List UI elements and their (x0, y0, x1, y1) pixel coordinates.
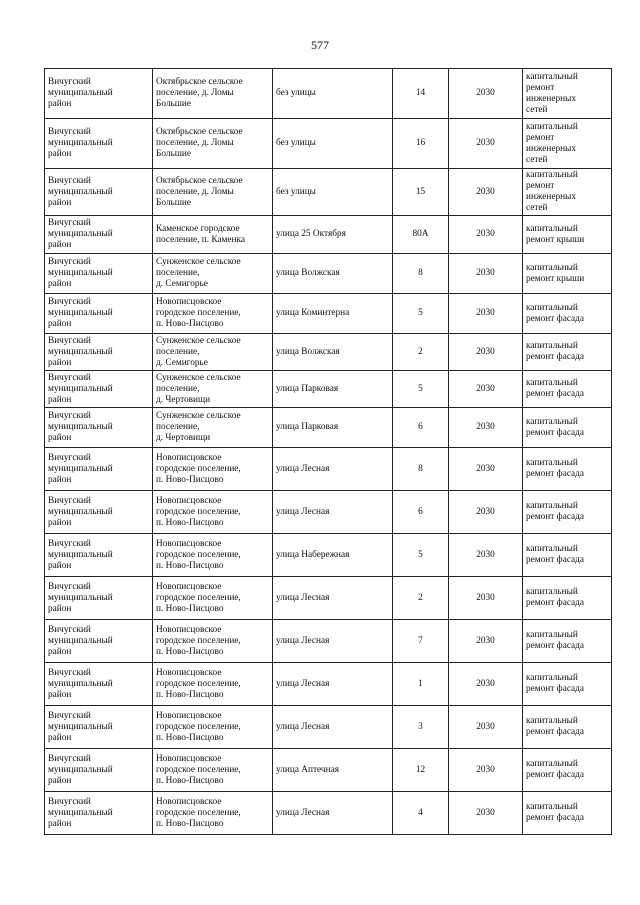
house-number-cell: 4 (393, 792, 449, 835)
table-row (45, 749, 612, 792)
year-cell: 2030 (449, 216, 523, 254)
table-body (45, 69, 612, 835)
street-cell: улица Волжская (273, 254, 393, 294)
district-cell: Вичугский муниципальный район (45, 448, 153, 491)
table-row (45, 706, 612, 749)
year-cell: 2030 (449, 534, 523, 577)
table-row (45, 534, 612, 577)
settlement-cell: Сунженское сельское поселение, д. Чертовищи (153, 371, 273, 408)
street-cell: улица Коминтерна (273, 294, 393, 334)
table-row (45, 620, 612, 663)
street-cell: улица Аптечная (273, 749, 393, 792)
table-row (45, 254, 612, 294)
settlement-cell: Новописцовское городское поселение, п. Ново-Писцово (153, 663, 273, 706)
work-type-cell: капитальный ремонт фасада (523, 792, 612, 835)
house-number-cell: 5 (393, 294, 449, 334)
table-row (45, 119, 612, 169)
house-number-cell: 16 (393, 119, 449, 169)
street-cell: улица Лесная (273, 706, 393, 749)
house-number-cell: 3 (393, 706, 449, 749)
year-cell: 2030 (449, 448, 523, 491)
settlement-cell: Новописцовское городское поселение, п. Ново-Писцово (153, 491, 273, 534)
work-type-cell: капитальный ремонт фасада (523, 491, 612, 534)
district-cell: Вичугский муниципальный район (45, 620, 153, 663)
settlement-cell: Новописцовское городское поселение, п. Ново-Писцово (153, 706, 273, 749)
house-number-cell: 2 (393, 577, 449, 620)
house-number-cell: 15 (393, 169, 449, 216)
house-number-cell: 1 (393, 663, 449, 706)
work-type-cell: капитальный ремонт крыши (523, 216, 612, 254)
district-cell: Вичугский муниципальный район (45, 254, 153, 294)
year-cell: 2030 (449, 577, 523, 620)
work-type-cell: капитальный ремонт инженерных сетей (523, 119, 612, 169)
settlement-cell: Новописцовское городское поселение, п. Ново-Писцово (153, 792, 273, 835)
year-cell: 2030 (449, 294, 523, 334)
street-cell: улица Лесная (273, 792, 393, 835)
table-row (45, 334, 612, 371)
table-row (45, 663, 612, 706)
district-cell: Вичугский муниципальный район (45, 706, 153, 749)
district-cell: Вичугский муниципальный район (45, 534, 153, 577)
year-cell: 2030 (449, 371, 523, 408)
settlement-cell: Новописцовское городское поселение, п. Ново-Писцово (153, 448, 273, 491)
street-cell: улица Парковая (273, 371, 393, 408)
year-cell: 2030 (449, 491, 523, 534)
settlement-cell: Новописцовское городское поселение, п. Ново-Писцово (153, 620, 273, 663)
year-cell: 2030 (449, 69, 523, 119)
street-cell: улица Парковая (273, 408, 393, 448)
district-cell: Вичугский муниципальный район (45, 577, 153, 620)
work-type-cell: капитальный ремонт фасада (523, 577, 612, 620)
table-row (45, 294, 612, 334)
work-type-cell: капитальный ремонт фасада (523, 534, 612, 577)
settlement-cell: Сунженское сельское поселение, д. Семигорье (153, 334, 273, 371)
street-cell: улица Лесная (273, 620, 393, 663)
house-number-cell: 7 (393, 620, 449, 663)
street-cell: улица Набережная (273, 534, 393, 577)
work-type-cell: капитальный ремонт фасада (523, 371, 612, 408)
house-number-cell: 5 (393, 371, 449, 408)
settlement-cell: Новописцовское городское поселение, п. Ново-Писцово (153, 577, 273, 620)
district-cell: Вичугский муниципальный район (45, 749, 153, 792)
year-cell: 2030 (449, 663, 523, 706)
house-number-cell: 8 (393, 254, 449, 294)
district-cell: Вичугский муниципальный район (45, 69, 153, 119)
district-cell: Вичугский муниципальный район (45, 169, 153, 216)
house-number-cell: 80А (393, 216, 449, 254)
district-cell: Вичугский муниципальный район (45, 663, 153, 706)
district-cell: Вичугский муниципальный район (45, 216, 153, 254)
page-number: 577 (311, 38, 329, 52)
year-cell: 2030 (449, 408, 523, 448)
district-cell: Вичугский муниципальный район (45, 371, 153, 408)
street-cell: улица Лесная (273, 663, 393, 706)
work-type-cell: капитальный ремонт крыши (523, 254, 612, 294)
work-type-cell: капитальный ремонт инженерных сетей (523, 169, 612, 216)
district-cell: Вичугский муниципальный район (45, 294, 153, 334)
work-type-cell: капитальный ремонт фасада (523, 620, 612, 663)
house-number-cell: 12 (393, 749, 449, 792)
house-number-cell: 6 (393, 408, 449, 448)
street-cell: без улицы (273, 69, 393, 119)
repair-schedule-table (44, 68, 612, 835)
work-type-cell: капитальный ремонт фасада (523, 294, 612, 334)
year-cell: 2030 (449, 749, 523, 792)
settlement-cell: Октябрьское сельское поселение, д. Ломы Большие (153, 119, 273, 169)
work-type-cell: капитальный ремонт фасада (523, 706, 612, 749)
district-cell: Вичугский муниципальный район (45, 491, 153, 534)
year-cell: 2030 (449, 620, 523, 663)
table-row (45, 169, 612, 216)
street-cell: улица 25 Октября (273, 216, 393, 254)
work-type-cell: капитальный ремонт фасада (523, 408, 612, 448)
house-number-cell: 14 (393, 69, 449, 119)
settlement-cell: Сунженское сельское поселение, д. Семигорье (153, 254, 273, 294)
district-cell: Вичугский муниципальный район (45, 119, 153, 169)
year-cell: 2030 (449, 254, 523, 294)
settlement-cell: Каменское городское поселение, п. Каменка (153, 216, 273, 254)
table-row (45, 408, 612, 448)
district-cell: Вичугский муниципальный район (45, 334, 153, 371)
settlement-cell: Новописцовское городское поселение, п. Ново-Писцово (153, 534, 273, 577)
year-cell: 2030 (449, 334, 523, 371)
table-row (45, 491, 612, 534)
street-cell: улица Лесная (273, 491, 393, 534)
table-row (45, 371, 612, 408)
work-type-cell: капитальный ремонт фасада (523, 448, 612, 491)
table-row (45, 577, 612, 620)
house-number-cell: 8 (393, 448, 449, 491)
table-row (45, 792, 612, 835)
settlement-cell: Сунженское сельское поселение, д. Чертовищи (153, 408, 273, 448)
year-cell: 2030 (449, 792, 523, 835)
year-cell: 2030 (449, 119, 523, 169)
street-cell: улица Лесная (273, 577, 393, 620)
street-cell: без улицы (273, 119, 393, 169)
table-row (45, 216, 612, 254)
street-cell: улица Лесная (273, 448, 393, 491)
street-cell: без улицы (273, 169, 393, 216)
work-type-cell: капитальный ремонт фасада (523, 663, 612, 706)
house-number-cell: 5 (393, 534, 449, 577)
house-number-cell: 6 (393, 491, 449, 534)
settlement-cell: Новописцовское городское поселение, п. Ново-Писцово (153, 749, 273, 792)
year-cell: 2030 (449, 169, 523, 216)
settlement-cell: Октябрьское сельское поселение, д. Ломы Большие (153, 169, 273, 216)
district-cell: Вичугский муниципальный район (45, 408, 153, 448)
street-cell: улица Волжская (273, 334, 393, 371)
year-cell: 2030 (449, 706, 523, 749)
table-row (45, 69, 612, 119)
house-number-cell: 2 (393, 334, 449, 371)
work-type-cell: капитальный ремонт фасада (523, 334, 612, 371)
work-type-cell: капитальный ремонт инженерных сетей (523, 69, 612, 119)
work-type-cell: капитальный ремонт фасада (523, 749, 612, 792)
table-row (45, 448, 612, 491)
settlement-cell: Новописцовское городское поселение, п. Ново-Писцово (153, 294, 273, 334)
district-cell: Вичугский муниципальный район (45, 792, 153, 835)
settlement-cell: Октябрьское сельское поселение, д. Ломы Большие (153, 69, 273, 119)
